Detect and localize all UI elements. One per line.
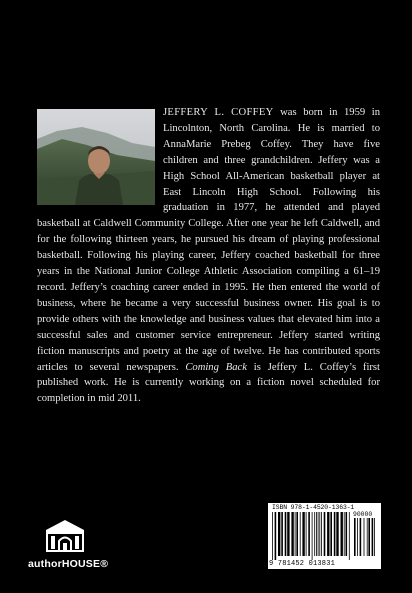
- price-code: 90000: [353, 511, 373, 518]
- author-bio: [37, 105, 380, 407]
- author-name: JEFFERY L. COFFEY: [163, 107, 274, 118]
- author-photo-image: [37, 109, 155, 205]
- isbn-barcode: [268, 503, 381, 569]
- bio-text-end: is Jeffery L. Coffey’s first published work. He is currently working on a fiction novel scheduled for completion in mid 2011.: [37, 361, 380, 405]
- publisher-logo: [28, 519, 118, 569]
- bio-text: was born in 1959 in Lincolnton, North Carolina. He is married to AnnaMarie Prebeg Coffey. They have five children and three grandchildren. Jeffery was a High School All-American basketball player at East Lincoln High School. Following his graduation in 1977, he attended and played basketball at Caldwell Community College. After one year he left Caldwell, and for the following thirteen years, he pursued his dream of playing professional basketball. Following his playing career, Jeffery coached basketball for three years in the National Junior College Athletic Association compiling a 61–19 record. Jeffery’s coaching career ended in 1995. He then entered the world of business, where he became a very successful business owner. His goal is to provide others with the knowledge and business values that elevated him into a successful sales and customer service entrepreneur. Jeffery started writing fiction manuscripts and poetry at the age of twelve. He has contributed sports articles to several newspapers.: [37, 107, 380, 373]
- book-title: Coming Back: [185, 361, 247, 373]
- publisher-name: authorHOUSE®: [28, 558, 109, 570]
- isbn-label: ISBN 978-1-4520-1363-1: [272, 504, 355, 511]
- house-icon: [44, 519, 86, 553]
- barcode-bars: [272, 512, 378, 560]
- author-photo: [37, 109, 155, 205]
- barcode-digits: 9 781452 013831: [269, 560, 336, 568]
